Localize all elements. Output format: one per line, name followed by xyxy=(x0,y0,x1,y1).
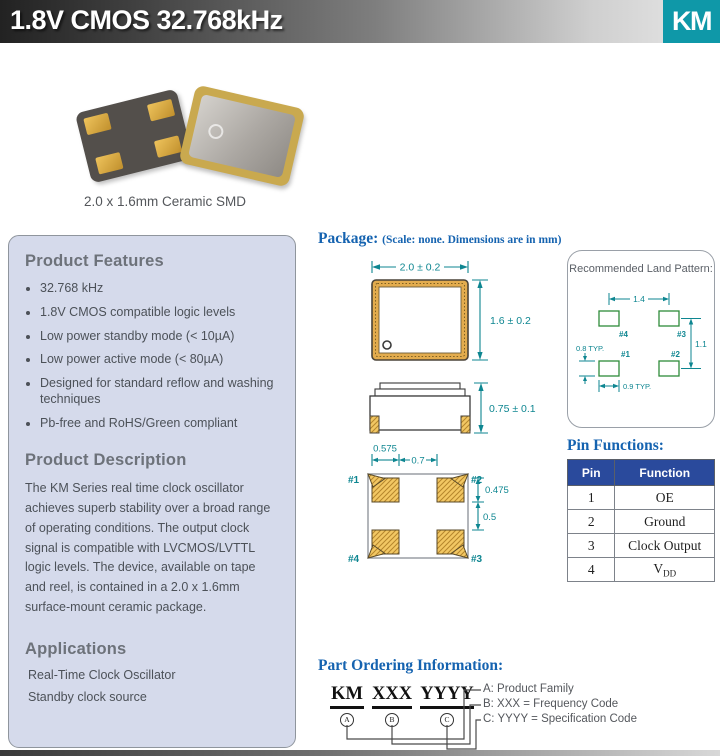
vdd-subscript: DD xyxy=(663,568,677,579)
land-dim-pad-h: 0.8 TYP. xyxy=(576,344,605,353)
land-pattern-heading: Recommended Land Pattern: xyxy=(569,263,713,275)
chip-pad xyxy=(147,99,175,122)
land-label-4: #4 xyxy=(619,330,628,339)
land-label-2: #2 xyxy=(671,350,680,359)
chip-photo-top-view xyxy=(178,84,305,187)
table-row xyxy=(568,534,715,558)
package-bottom-view-drawing xyxy=(344,442,529,582)
pin-label-2: #2 xyxy=(471,475,483,486)
land-label-1: #1 xyxy=(621,350,630,359)
land-label-3: #3 xyxy=(677,330,686,339)
package-side-view-drawing xyxy=(356,378,546,440)
land-dim-pitch-x: 1.4 xyxy=(633,294,645,304)
pin-cell: 1 xyxy=(568,486,615,510)
km-logo-text: KM xyxy=(672,6,711,36)
pin-cell: 2 xyxy=(568,510,615,534)
package-scale-note: (Scale: none. Dimensions are in mm) xyxy=(382,234,562,246)
column-header-pin: Pin xyxy=(568,460,615,486)
marker-circle-b: B xyxy=(385,713,399,727)
column-header-function: Function xyxy=(615,460,715,486)
product-info-panel xyxy=(8,235,296,748)
ordering-legend xyxy=(483,682,637,727)
description-body: The KM Series real time clock oscillator achieves superb stability over a broad range of operating conditions. The output clock signal is compatible with LVCMOS/LVTTL logic levels. The device, available on tape and reel, is contained in a 2.0 x 1.6mm surface-mount ceramic package. xyxy=(25,481,271,614)
function-cell: Ground xyxy=(615,510,715,534)
table-row xyxy=(568,510,715,534)
table-row xyxy=(568,558,715,582)
page-title: 1.8V CMOS 32.768kHz xyxy=(10,5,283,35)
features-heading: Product Features xyxy=(25,252,164,270)
side-pad xyxy=(370,416,379,433)
land-pattern-drawing xyxy=(575,285,708,421)
dim-thickness: 0.75 ± 0.1 xyxy=(489,403,536,415)
land-dim-pad-w: 0.9 TYP. xyxy=(623,382,652,391)
land-pattern-panel xyxy=(567,250,715,428)
code-segment: YYYY xyxy=(420,684,474,709)
features-list xyxy=(25,280,281,431)
pin-functions-heading: Pin Functions: xyxy=(567,437,664,454)
pin-label-4: #4 xyxy=(348,554,360,565)
package-heading-text: Package: xyxy=(318,230,379,247)
dim-height: 1.6 ± 0.2 xyxy=(490,315,531,327)
legend-item-c: C: YYYY = Specification Code xyxy=(483,713,637,725)
dim-pad-height: 0.475 xyxy=(485,485,509,496)
chip-logo-mark xyxy=(207,123,225,141)
dim-width: 2.0 ± 0.2 xyxy=(399,261,441,274)
function-cell: OE xyxy=(615,486,715,510)
pin-functions-table xyxy=(567,459,715,582)
code-segment: KM xyxy=(330,684,364,709)
side-pad xyxy=(461,416,470,433)
table-row xyxy=(568,486,715,510)
legend-item-b: B: XXX = Frequency Code xyxy=(483,698,619,710)
dim-pad-width: 0.575 xyxy=(373,443,397,455)
legend-item-a: A: Product Family xyxy=(483,683,574,695)
application-item: Standby clock source xyxy=(28,689,147,704)
marker-circle-c: C xyxy=(440,713,454,727)
application-item: Real-Time Clock Oscillator xyxy=(28,667,176,682)
ordering-heading: Part Ordering Information: xyxy=(318,657,504,674)
feature-item: • Pb-free and RoHS/Green compliant xyxy=(40,415,281,431)
package-heading xyxy=(318,230,561,248)
function-cell: Clock Output xyxy=(615,534,715,558)
feature-item: • Low power active mode (< 80µA) xyxy=(40,351,281,367)
land-dim-pitch-y: 1.1 xyxy=(695,339,707,349)
applications-heading: Applications xyxy=(25,639,127,658)
header-bar xyxy=(0,0,720,43)
pin-label-3: #3 xyxy=(471,554,483,565)
photo-caption: 2.0 x 1.6mm Ceramic SMD xyxy=(84,194,247,209)
dim-pad-pitch: 0.7 xyxy=(411,455,425,467)
pin-cell: 3 xyxy=(568,534,615,558)
code-segment: XXX xyxy=(372,684,412,709)
chip-lid xyxy=(188,94,296,178)
chip-pad xyxy=(154,135,182,158)
package-top-view-drawing xyxy=(356,258,546,372)
feature-item: • Low power standby mode (< 10µA) xyxy=(40,328,281,344)
description-heading: Product Description xyxy=(25,451,187,470)
pin-label-1: #1 xyxy=(348,475,360,486)
feature-item: • Designed for standard reflow and washing techniques xyxy=(40,375,281,408)
marker-circle-a: A xyxy=(340,713,354,727)
chip-photo-bottom-view xyxy=(75,88,193,183)
function-cell: $V_{DD}$ xyxy=(615,558,715,582)
dim-pad-gap: 0.5 xyxy=(483,512,497,523)
pin-cell: 4 xyxy=(568,558,615,582)
footer-bar xyxy=(0,750,720,756)
km-logo xyxy=(663,0,720,43)
feature-item: • 1.8V CMOS compatible logic levels xyxy=(40,304,281,320)
table-header-row xyxy=(568,460,715,486)
feature-item: • 32.768 kHz xyxy=(40,280,281,296)
chip-pad xyxy=(95,152,123,175)
pin1-marker xyxy=(383,341,391,349)
chip-pad xyxy=(83,113,111,136)
